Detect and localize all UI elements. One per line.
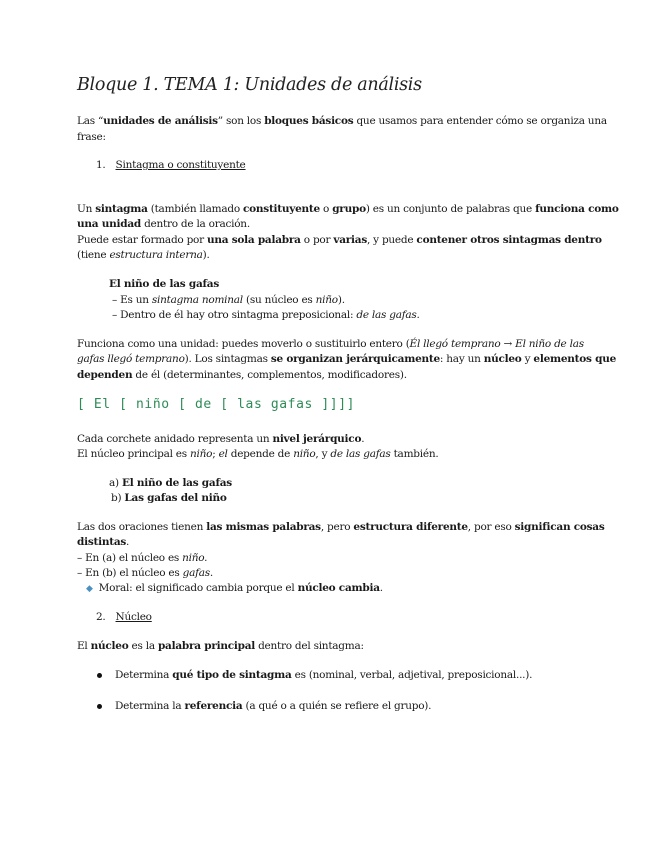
intro-bold: unidades de análisis (103, 115, 218, 127)
italic-text: niño (293, 448, 316, 460)
italic-text: de las gafas (356, 309, 417, 321)
bold-text: una unidad (77, 218, 141, 230)
italic-text: niño. (182, 552, 208, 564)
intro-text: Las “ (77, 115, 104, 127)
compare-line-1 (77, 520, 605, 535)
text: o por (300, 234, 334, 246)
bold-text: distintas (77, 536, 127, 548)
text: ). (337, 294, 345, 306)
text: . (209, 567, 213, 579)
intro-line-1 (77, 114, 607, 129)
text: de él (determinantes, complementos, modificadores). (132, 369, 407, 381)
definition-line-4 (77, 248, 210, 263)
unit-line-3 (77, 368, 407, 383)
section-heading-2 (96, 610, 152, 625)
text: . (416, 309, 420, 321)
diamond-bullet-icon: ◆ (86, 584, 93, 594)
bold-text: núcleo cambia (297, 582, 380, 594)
bold-text: significan cosas (514, 521, 605, 533)
bullet-icon (97, 704, 102, 709)
intro-text: que usamos para entender cómo se organiza una (353, 115, 607, 127)
text: dentro del sintagma: (255, 640, 364, 652)
definition-line-1 (77, 202, 619, 217)
text: es la (128, 640, 158, 652)
section-number: 2. (96, 611, 106, 623)
intro-text: ” son los (217, 115, 265, 127)
bold-text: las mismas palabras (206, 521, 321, 533)
bold-text: estructura diferente (353, 521, 468, 533)
page-title: Bloque 1. TEMA 1: Unidades de análisis (77, 75, 422, 95)
example-heading (109, 277, 219, 292)
italic-text: niño (315, 294, 338, 306)
bold-text: una sola palabra (206, 234, 301, 246)
text: dentro de la oración. (140, 218, 250, 230)
text: , pero (320, 521, 354, 533)
text: Determina la (115, 700, 185, 712)
bold-text: referencia (184, 700, 243, 712)
bold-text: contener otros sintagmas dentro (416, 234, 602, 246)
bold-text: elementos que (533, 353, 617, 365)
bracket-line-2 (77, 447, 438, 462)
list-marker: b) (111, 492, 125, 504)
italic-text: Él llegó temprano → El niño de las (409, 338, 584, 350)
list-marker: a) (109, 477, 122, 489)
text: es (nominal, verbal, adjetival, preposicional...). (291, 669, 533, 681)
section-number: 1. (96, 159, 106, 171)
text: (su núcleo es (242, 294, 316, 306)
text: (también llamado (147, 203, 243, 215)
text: : hay un (439, 353, 484, 365)
bold-text: El niño de las gafas (121, 477, 232, 489)
section-heading-1 (96, 158, 246, 173)
example-b (111, 491, 227, 506)
italic-text: sintagma nominal (151, 294, 243, 306)
bold-text: núcleo (90, 640, 129, 652)
text: El núcleo principal es (77, 448, 190, 460)
text: , y (315, 448, 331, 460)
bullet-icon (97, 673, 102, 678)
bracket-line-1 (77, 432, 364, 447)
bold-text: Las gafas del niño (124, 492, 227, 504)
text: Puede estar formado por (77, 234, 207, 246)
text: – Es un (112, 294, 152, 306)
example-detail-2 (112, 308, 420, 323)
moral-line (86, 581, 383, 597)
text: Un (77, 203, 96, 215)
bold-text: nivel jerárquico (272, 433, 362, 445)
bold-text: constituyente (243, 203, 320, 215)
text: El (77, 640, 91, 652)
text: Cada corchete anidado representa un (77, 433, 273, 445)
bold-text: núcleo (483, 353, 522, 365)
intro-line-2: frase: (77, 131, 106, 143)
compare-line-3 (77, 551, 207, 566)
text: ; (212, 448, 219, 460)
bracket-notation-code: [ El [ niño [ de [ las gafas ]]]] (77, 397, 356, 412)
text: también. (390, 448, 439, 460)
italic-text: el (218, 448, 228, 460)
text: ) es un conjunto de palabras que (365, 203, 536, 215)
text: , y puede (367, 234, 417, 246)
italic-text: de las gafas (330, 448, 391, 460)
text: (a qué o a quién se refiere el grupo). (242, 700, 432, 712)
bold-text: se organizan jerárquicamente (270, 353, 440, 365)
italic-text: gafas llegó temprano (77, 353, 185, 365)
text: depende de (227, 448, 294, 460)
text: ). (202, 249, 210, 261)
bold-text: funciona como (535, 203, 619, 215)
text: . (126, 536, 130, 548)
text: – Dentro de él hay otro sintagma preposicional: (112, 309, 357, 321)
intro-bold: bloques básicos (264, 115, 354, 127)
unit-line-2 (77, 352, 616, 367)
definition-line-2 (77, 217, 250, 232)
example-a (109, 476, 232, 491)
section-label: Sintagma o constituyente (115, 159, 246, 171)
bold-text: sintagma (95, 203, 148, 215)
text: y (521, 353, 534, 365)
section-label: Núcleo (115, 611, 152, 623)
text: Las dos oraciones tienen (77, 521, 207, 533)
italic-text: estructura interna (109, 249, 203, 261)
nucleo-bullet-2 (97, 699, 431, 714)
compare-line-4 (77, 566, 213, 581)
text: (tiene (77, 249, 110, 261)
example-detail-1 (112, 293, 345, 308)
bold-text: El niño de las gafas (109, 278, 219, 290)
bold-text: grupo (332, 203, 366, 215)
bold-text: dependen (77, 369, 133, 381)
text: – En (b) el núcleo es (77, 567, 183, 579)
text: – En (a) el núcleo es (77, 552, 183, 564)
text: Moral: el significado cambia porque el (98, 582, 298, 594)
bold-text: qué tipo de sintagma (172, 669, 292, 681)
text: , por eso (467, 521, 515, 533)
italic-text: niño (189, 448, 213, 460)
text: . (379, 582, 383, 594)
text: . (361, 433, 365, 445)
compare-line-2 (77, 535, 129, 550)
bold-text: varias (333, 234, 367, 246)
text: Funciona como una unidad: puedes moverlo o sustituirlo entero ( (77, 338, 410, 350)
nucleo-bullet-1 (97, 668, 532, 683)
text: ). Los sintagmas (184, 353, 271, 365)
bold-text: palabra principal (157, 640, 255, 652)
nucleo-line-1 (77, 639, 364, 654)
unit-line-1 (77, 337, 584, 352)
text: o (319, 203, 333, 215)
italic-text: gafas (182, 567, 210, 579)
text: Determina (115, 669, 173, 681)
definition-line-3 (77, 233, 602, 248)
